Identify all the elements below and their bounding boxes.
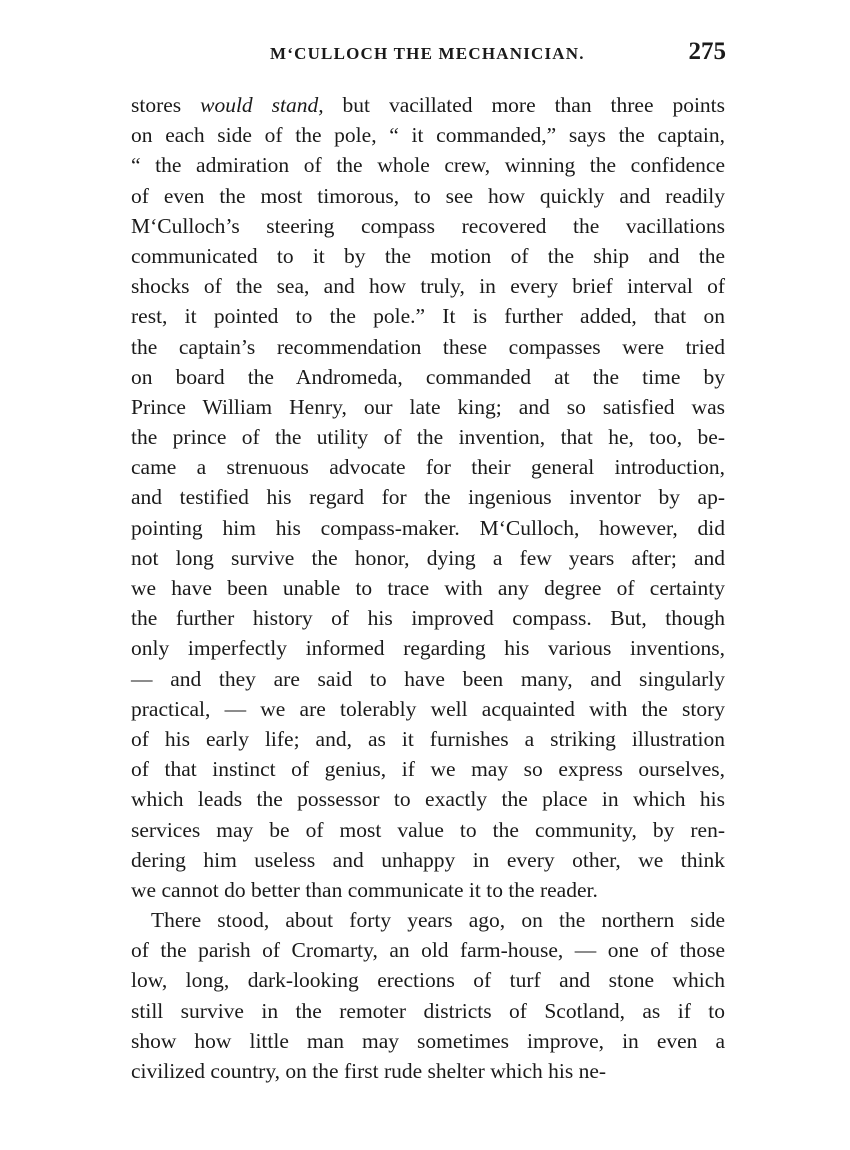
body-text <box>131 90 725 1086</box>
text-line: came a strenuous advocate for their general introduction, <box>131 455 725 480</box>
text-line: stores would stand, but vacillated more than three points <box>131 93 726 117</box>
italic-phrase: would stand, <box>200 93 324 117</box>
text-line: the captain’s recommendation these compasses were tried <box>131 334 725 359</box>
text-line: and testified his regard for the ingenious inventor by ap- <box>131 485 725 510</box>
paragraph <box>131 905 725 1086</box>
text-line: services may be of most value to the community, by ren- <box>131 817 725 842</box>
text-line: on board the Andromeda, commanded at the time by <box>131 364 725 389</box>
text-line: communicated to it by the motion of the ship and the <box>131 243 725 268</box>
paragraph <box>131 90 725 905</box>
text-line: pointing him his compass-maker. M‘Culloch, however, did <box>131 515 725 540</box>
page-number: 275 <box>688 38 726 65</box>
text-line: dering him useless and unhappy in every other, we think <box>131 847 725 872</box>
text-line: of his early life; and, as it furnishes a striking illustration <box>131 726 725 751</box>
text-line: we cannot do better than communicate it to the reader. <box>131 877 598 902</box>
text-line: the further history of his improved compass. But, though <box>131 606 725 631</box>
text-line: There stood, about forty years ago, on the northern side <box>151 908 725 933</box>
text-line: “ the admiration of the whole crew, winning the confidence <box>131 153 725 178</box>
text-line: rest, it pointed to the pole.” It is further added, that on <box>131 304 725 329</box>
text-line: — and they are said to have been many, and singularly <box>131 666 725 691</box>
running-title: M‘CULLOCH THE MECHANICIAN. <box>270 44 585 63</box>
text-line: show how little man may sometimes improve, in even a <box>131 1028 725 1053</box>
text-line: the prince of the utility of the invention, that he, too, be- <box>131 425 725 450</box>
text-line: of that instinct of genius, if we may so express ourselves, <box>131 757 725 782</box>
text-line: of the parish of Cromarty, an old farm-house, — one of those <box>131 938 725 963</box>
text-line: of even the most timorous, to see how quickly and readily <box>131 183 725 208</box>
text-line: practical, — we are tolerably well acquainted with the story <box>131 696 725 721</box>
text-line: not long survive the honor, dying a few years after; and <box>131 545 725 570</box>
text-line: still survive in the remoter districts of Scotland, as if to <box>131 998 725 1023</box>
text-line: which leads the possessor to exactly the place in which his <box>131 787 725 812</box>
text-line: low, long, dark-looking erections of turf and stone which <box>131 968 725 993</box>
running-head <box>130 40 726 72</box>
text-line: civilized country, on the first rude shelter which his ne- <box>131 1059 607 1083</box>
text-line: on each side of the pole, “ it commanded,” says the captain, <box>131 123 725 148</box>
text-line: shocks of the sea, and how truly, in every brief interval of <box>131 274 725 299</box>
text-line: only imperfectly informed regarding his various inventions, <box>131 636 725 661</box>
text-line: we have been unable to trace with any degree of certainty <box>131 576 725 600</box>
text-line: Prince William Henry, our late king; and so satisfied was <box>131 394 725 419</box>
text-line: M‘Culloch’s steering compass recovered the vacillations <box>131 213 725 238</box>
